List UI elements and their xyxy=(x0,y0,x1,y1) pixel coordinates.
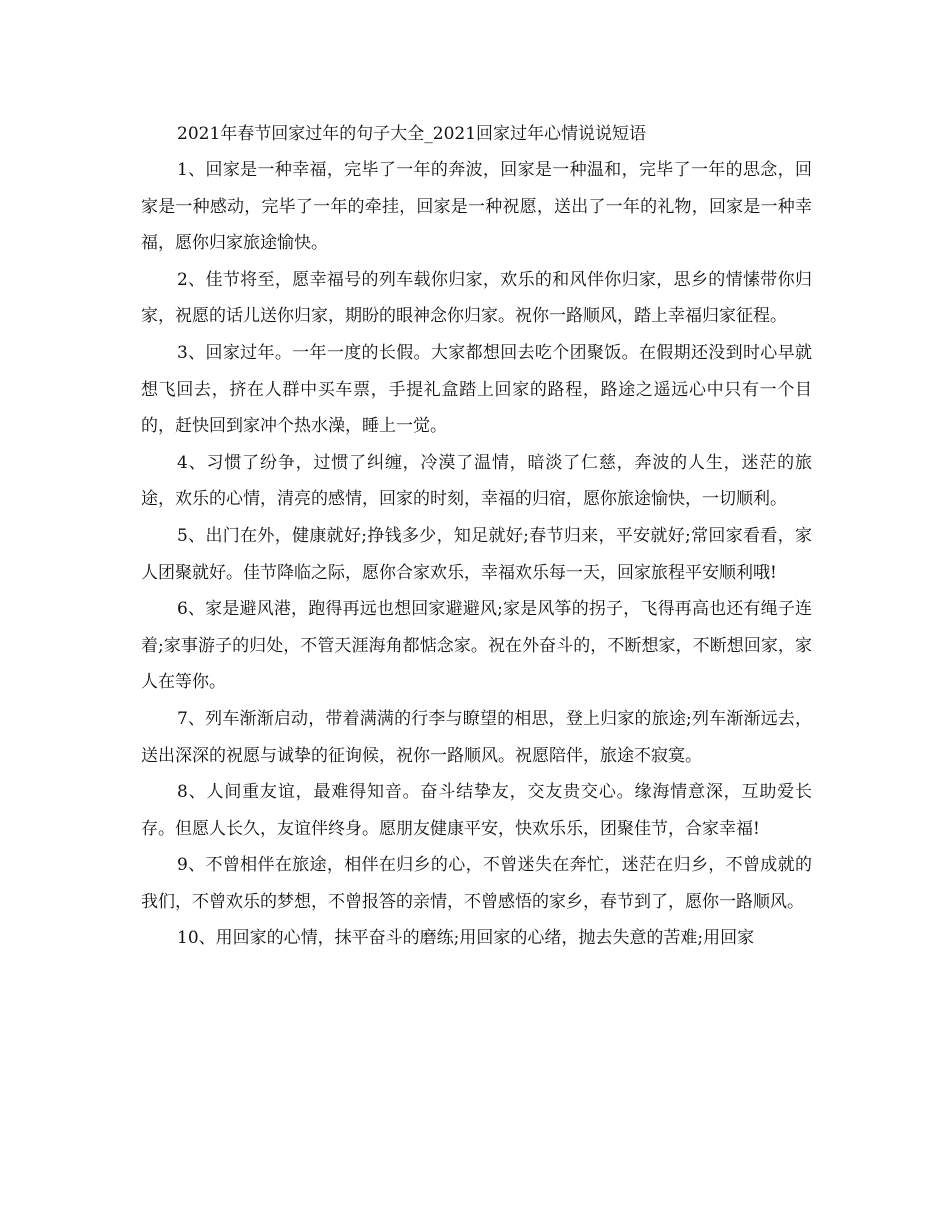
paragraph-3: 3、回家过年。一年一度的长假。大家都想回去吃个团聚饭。在假期还没到时心早就想飞回去，挤在人群中买车票，手提礼盒踏上回家的路程，路途之遥远心中只有一个目的，赶快回到家冲个热水澡，睡上一觉。 xyxy=(141,342,812,437)
paragraph-6: 6、家是避风港，跑得再远也想回家避避风;家是风筝的拐子，飞得再高也还有绳子连着;家事游子的归处，不管天涯海角都惦念家。祝在外奋斗的，不断想家，不断想回家，家人在等你。 xyxy=(141,599,812,693)
document-body xyxy=(141,116,812,957)
paragraph-5: 5、出门在外，健康就好;挣钱多少，知足就好;春节归来，平安就好;常回家看看，家人团聚就好。佳节降临之际，愿你合家欢乐，幸福欢乐每一天，回家旅程平安顺利哦! xyxy=(141,525,812,583)
paragraph-4: 4、习惯了纷争，过惯了纠缠，冷漠了温情，暗淡了仁慈，奔波的人生，迷茫的旅途，欢乐的心情，清亮的感情，回家的时刻，幸福的归宿，愿你旅途愉快，一切顺利。 xyxy=(141,452,812,510)
paragraph-1: 1、回家是一种幸福，完毕了一年的奔波，回家是一种温和，完毕了一年的思念，回家是一种感动，完毕了一年的牵挂，回家是一种祝愿，送出了一年的礼物，回家是一种幸福，愿你归家旅途愉快。 xyxy=(141,160,812,254)
paragraph-9: 9、不曾相伴在旅途，相伴在归乡的心，不曾迷失在奔忙，迷茫在归乡，不曾成就的我们，不曾欢乐的梦想，不曾报答的亲情，不曾感悟的家乡，春节到了，愿你一路顺风。 xyxy=(141,855,812,912)
paragraph-7: 7、列车渐渐启动，带着满满的行李与瞭望的相思，登上归家的旅途;列车渐渐远去，送出深深的祝愿与诚挚的征询候，祝你一路顺风。祝愿陪伴，旅途不寂寞。 xyxy=(141,708,812,766)
document-title: 2021年春节回家过年的句子大全_2021回家过年心情说说短语 xyxy=(177,124,647,144)
paragraph-2: 2、佳节将至，愿幸福号的列车载你归家，欢乐的和风伴你归家，思乡的情愫带你归家，祝愿的话儿送你归家，期盼的眼神念你归家。祝你一路顺风，踏上幸福归家征程。 xyxy=(141,269,812,327)
paragraph-8: 8、人间重友谊，最难得知音。奋斗结挚友，交友贵交心。缘海情意深，互助爱长存。但愿人长久，友谊伴终身。愿朋友健康平安，快欢乐乐，团聚佳节，合家幸福! xyxy=(141,782,812,839)
paragraph-10: 10、用回家的心情，抹平奋斗的磨练;用回家的心绪，抛去失意的苦难;用回家 xyxy=(177,928,755,949)
